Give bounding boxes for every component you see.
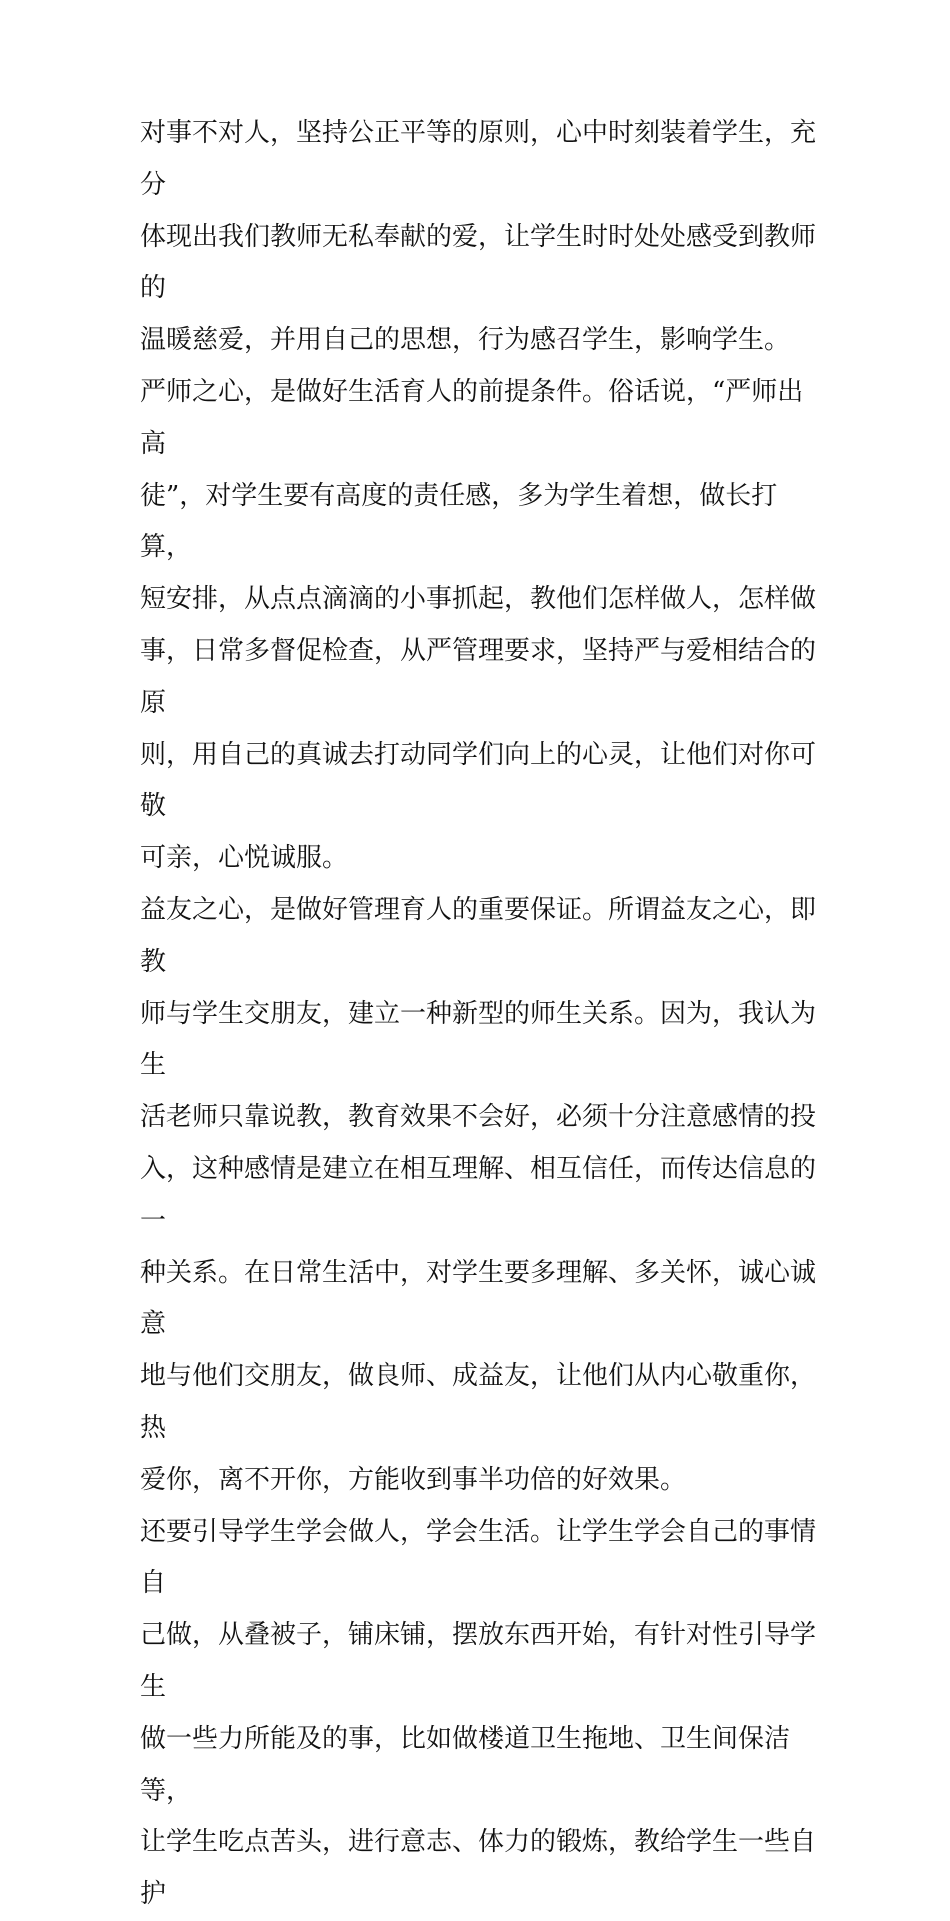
text-line: 事，日常多督促检查，从严管理要求，坚持严与爱相结合的原 — [140, 635, 817, 718]
document-body — [140, 108, 816, 1921]
paragraph-3 — [140, 885, 816, 1507]
text-line: 活老师只靠说教，教育效果不会好，必须十分注意感情的投 — [140, 1102, 817, 1133]
paragraph-1 — [140, 108, 816, 367]
text-line: 则，用自己的真诚去打动同学们向上的心灵，让他们对你可敬 — [140, 739, 817, 822]
text-line: 短安排，从点点滴滴的小事抓起，教他们怎样做人，怎样做 — [140, 584, 817, 615]
text-line: 地与他们交朋友，做良师、成益友，让他们从内心敬重你，热 — [140, 1361, 817, 1443]
text-line: 师与学生交朋友，建立一种新型的师生关系。因为，我认为生 — [140, 998, 817, 1081]
text-line: 温暖慈爱，并用自己的思想，行为感召学生，影响学生。 — [140, 325, 791, 356]
text-line: 益友之心，是做好管理育人的重要保证。所谓益友之心，即教 — [140, 894, 817, 977]
text-line: 徒”，对学生要有高度的责任感，多为学生着想，做长打算， — [140, 480, 778, 563]
text-line: 做一些力所能及的事，比如做楼道卫生拖地、卫生间保洁等， — [140, 1723, 791, 1806]
text-line: 还要引导学生学会做人，学会生活。让学生学会自己的事情自 — [140, 1516, 817, 1599]
text-line: 体现出我们教师无私奉献的爱，让学生时时处处感受到教师的 — [140, 221, 817, 304]
text-line: 爱你，离不开你，方能收到事半功倍的好效果。 — [140, 1464, 687, 1495]
text-line: 让学生吃点苦头，进行意志、体力的锻炼，教给学生一些自护 — [140, 1827, 817, 1910]
text-line: 入，这种感情是建立在相互理解、相互信任，而传达信息的一 — [140, 1153, 817, 1236]
text-line: 严师之心，是做好生活育人的前提条件。俗话说，“严师出高 — [140, 376, 804, 459]
paragraph-4 — [140, 1507, 816, 1921]
text-line: 种关系。在日常生活中，对学生要多理解、多关怀，诚心诚意 — [140, 1257, 817, 1340]
text-line: 对事不对人，坚持公正平等的原则，心中时刻装着学生，充分 — [140, 118, 817, 200]
text-line: 可亲，心悦诚服。 — [140, 843, 349, 874]
text-line: 己做，从叠被子，铺床铺，摆放东西开始，有针对性引导学生 — [140, 1620, 817, 1702]
paragraph-2 — [140, 367, 816, 885]
